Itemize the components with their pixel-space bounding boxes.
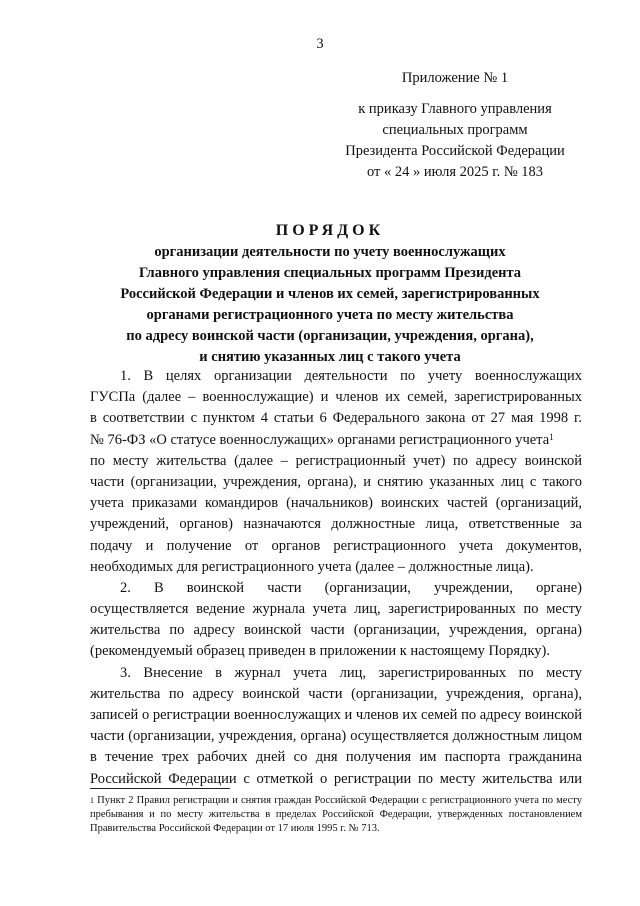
appendix-line: Президента Российской Федерации [345,143,565,159]
paragraph-3 [90,663,582,790]
document-body [90,366,582,790]
document-heading [60,220,600,368]
appendix-line: от « 24 » июля 2025 г. № 183 [366,164,544,180]
footnote-text: Пункт 2 Правил регистрации и снятия граждан Российской Федерации с регистрационного учета по месту [97,795,582,806]
page-number: 3 [316,36,324,52]
paragraph-line: в соответствии с пунктом 4 статьи 6 Федерального закона от 27 мая 1998 г. [90,410,582,427]
footnote-separator [90,788,230,789]
paragraph-line: Российской Федерации с отметкой о регистрации по месту жительства или [90,770,582,787]
document-subtitle [60,242,600,368]
paragraph-line: необходимых для регистрационного учета (далее – должностные лица). [90,558,534,575]
footnote-reference: 1 [549,431,554,442]
document-title: ПОРЯДОК [275,222,385,239]
paragraph-line: жительства по адресу воинской части (организации, учреждения, органа) [90,622,582,639]
paragraph-line: в течение трех рабочих дней со дня получения им паспорта гражданина [90,749,582,766]
subtitle-line: Российской Федерации и членов их семей, зарегистрированных [120,286,540,302]
paragraph-1 [90,366,582,578]
paragraph-line-with-footnote [90,430,582,451]
footnote-marker: 1 [90,796,94,805]
subtitle-line: органами регистрационного учета по месту жительства [146,307,514,323]
paragraph-line: № 76-ФЗ «О статусе военнослужащих» органами регистрационного учета [90,431,550,448]
subtitle-line: по адресу воинской части (организации, учреждения, органа), [126,328,534,344]
footnote [90,794,582,836]
subtitle-line: и снятию указанных лиц с такого учета [199,349,461,365]
paragraph-line: ГУСПа (далее – военнослужащие) и членов их семей, зарегистрированных [90,389,582,406]
paragraph-line: учета приказами командиров (начальников) воинских частей (организаций, [90,495,582,512]
footnote-line: пребывания и по месту жительства в пределах Российской Федерации, утвержденных постановлением [90,809,582,820]
paragraph-line: части (организации, учреждения, органа) осуществляется должностным лицом [90,728,582,745]
appendix-title: Приложение № 1 [401,70,509,86]
paragraph-line: (рекомендуемый образец приведен в приложении к настоящему Порядку). [90,643,551,660]
paragraph-line: 3. Внесение в журнал учета лиц, зарегистрированных по месту [120,664,582,681]
appendix-line: специальных программ [382,122,528,138]
paragraph-line: учреждений, органов) назначаются должностные лица, ответственные за [90,516,582,533]
subtitle-line: Главного управления специальных программ Президента [138,265,522,281]
paragraph-line: жительства по адресу воинской части (организации, учреждения, органа), [90,685,582,702]
appendix-line: к приказу Главного управления [358,101,552,117]
paragraph-line: 1. В целях организации деятельности по учету военнослужащих [120,368,582,384]
paragraph-2 [90,578,582,663]
paragraph-line: по месту жительства (далее – регистрационный учет) по адресу воинской [90,452,582,469]
paragraph-line: осуществляется ведение журнала учета лиц, зарегистрированных по месту [90,601,582,618]
paragraph-line: части (организации, учреждения, органа), и снятию указанных лиц с такого [90,473,582,490]
subtitle-line: организации деятельности по учету военнослужащих [154,244,506,260]
paragraph-line: записей о регистрации военнослужащих и членов их семей по адресу воинской [90,707,582,723]
footnote-line: Правительства Российской Федерации от 17 июля 1995 г. № 713. [90,823,380,834]
paragraph-line: подачу и получение от органов регистрационного учета документов, [90,537,582,554]
appendix-header [330,68,580,183]
footnote-line [90,794,582,808]
paragraph-line: 2. В воинской части (организации, учреждении, органе) [120,579,582,596]
